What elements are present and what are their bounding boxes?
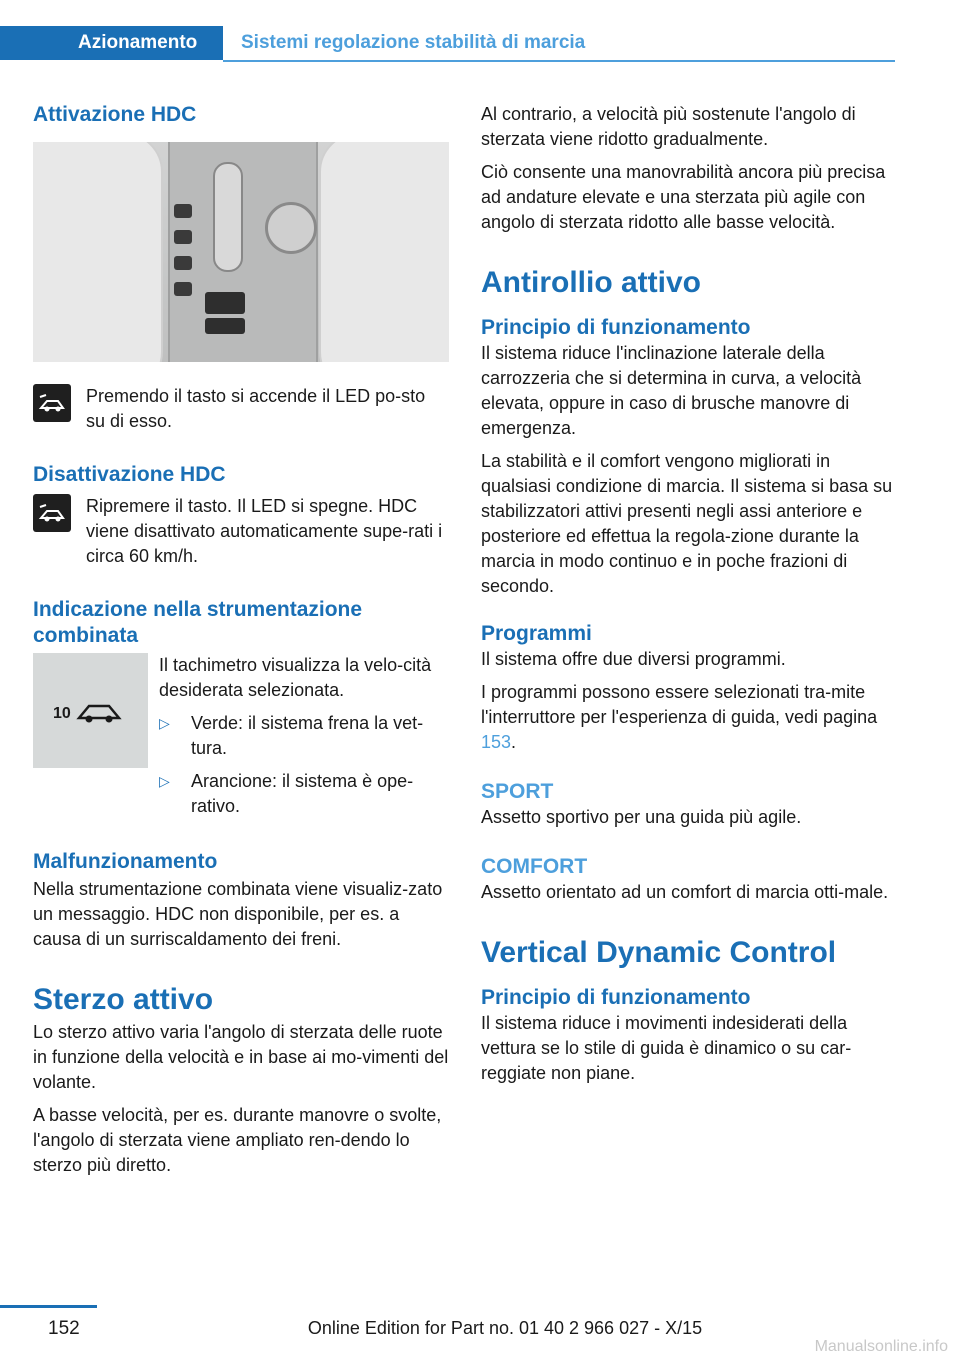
hdc-button-icon xyxy=(33,494,71,532)
parking-brake-switch-shape xyxy=(205,292,245,314)
heading-comfort: COMFORT xyxy=(481,855,588,878)
deactivation-text: Ripremere il tasto. Il LED si spegne. HDC viene disattivato automaticamente supe-rati i circa 60 km/h. xyxy=(86,496,443,566)
right-seat-shape xyxy=(319,142,449,362)
heading-malfunction: Malfunzionamento xyxy=(33,850,218,873)
programs-text-2-lead: I programmi possono essere selezionati tra-mite l'interruttore per l'esperienza di guida, vedi pagina xyxy=(481,682,878,727)
antiroll-text-1: Il sistema riduce l'inclinazione laterale della carrozzeria che si determina in curva, a velocità elevata, oppure in caso di brusche manovre di emergenza. xyxy=(481,343,862,438)
heading-operating-principle: Principio di funzionamento xyxy=(481,986,751,1009)
cluster-speed-number: 10 xyxy=(52,704,71,722)
list-item: ▷ Arancione: il sistema è ope-rativo. xyxy=(159,769,449,819)
console-button-shape xyxy=(174,282,192,296)
console-button-shape xyxy=(174,230,192,244)
right-column xyxy=(481,96,897,1086)
watermark: Manualsonline.info xyxy=(814,1338,948,1355)
heading-cluster-indication: Indicazione nella strumentazione combinata xyxy=(33,598,363,647)
indication-row xyxy=(33,653,449,819)
page-number: 152 xyxy=(48,1318,80,1339)
indicator-list xyxy=(159,711,449,819)
controller-knob-shape xyxy=(265,202,317,254)
console-button-shape xyxy=(174,204,192,218)
footer-divider xyxy=(0,1305,97,1308)
console-button-shape xyxy=(174,256,192,270)
deactivation-row xyxy=(33,494,449,569)
left-seat-shape xyxy=(33,142,163,362)
sport-text: Assetto sportivo per una guida più agile. xyxy=(481,807,802,827)
instrument-cluster-indicator-image xyxy=(33,653,148,768)
edition-note: Online Edition for Part no. 01 40 2 966 027 - X/15 xyxy=(307,1318,703,1338)
comfort-text: Assetto orientato ad un comfort di marcia otti-male. xyxy=(481,882,889,902)
programs-text-2-end: . xyxy=(511,732,517,752)
heading-hdc-deactivation: Disattivazione HDC xyxy=(33,463,226,486)
vdc-text: Il sistema riduce i movimenti indesiderati della vettura se lo stile di guida è dinamico o su car-reggiate non piane. xyxy=(481,1013,852,1083)
heading-programs: Programmi xyxy=(481,622,592,645)
steering-text-1: Lo sterzo attivo varia l'angolo di sterzata delle ruote in funzione della velocità e in base ai mo-vimenti del volante. xyxy=(33,1022,449,1092)
auto-hold-switch-shape xyxy=(205,318,245,334)
activation-row xyxy=(33,384,449,434)
page-header xyxy=(0,26,895,62)
hdc-button-icon xyxy=(33,384,71,422)
heading-hdc-activation: Attivazione HDC xyxy=(33,103,197,126)
antiroll-text-2: La stabilità e il comfort vengono migliorati in qualsiasi condizione di marcia. Il sistema si basa su stabilizzatori attivi presenti negli assi anteriore e posteriore ed effettua la regola-zione durante la marcia in modo continuo e in poche frazioni di secondo. xyxy=(481,451,893,596)
section-tab[interactable]: Sistemi regolazione stabilità di marcia xyxy=(241,32,586,53)
activation-text: Premendo il tasto si accende il LED po-sto su di esso. xyxy=(86,386,426,431)
heading-active-antiroll: Antirollio attivo xyxy=(481,266,701,299)
heading-operating-principle: Principio di funzionamento xyxy=(481,316,751,339)
programs-text-1: Il sistema offre due diversi programmi. xyxy=(481,649,786,669)
left-column xyxy=(33,96,449,1178)
steering-text-3: Al contrario, a velocità più sostenute l'angolo di sterzata viene ridotto gradualmente. xyxy=(481,104,856,149)
programs-text-2 xyxy=(481,680,897,755)
indication-text: Il tachimetro visualizza la velo-cità desiderata selezionata. xyxy=(159,655,432,700)
malfunction-text: Nella strumentazione combinata viene visualiz-zato un messaggio. HDC non disponibile, per es. a causa di un surriscaldamento dei freni. xyxy=(33,879,443,949)
heading-active-steering: Sterzo attivo xyxy=(33,983,214,1016)
chapter-tab[interactable]: Azionamento xyxy=(0,26,223,60)
gear-shifter-shape xyxy=(213,162,243,272)
list-item: ▷ Verde: il sistema frena la vet-tura. xyxy=(159,711,449,761)
indication-text-block xyxy=(159,653,449,819)
page-link-153[interactable]: 153 xyxy=(481,732,512,752)
center-console-photo xyxy=(33,142,449,362)
header-divider xyxy=(223,60,895,62)
steering-text-2: A basse velocità, per es. durante manovre o svolte, l'angolo di sterzata viene ampliato ren-dendo lo sterzo più diretto. xyxy=(33,1105,442,1175)
heading-vertical-dynamic-control: Vertical Dynamic Control xyxy=(481,936,837,969)
heading-sport: SPORT xyxy=(481,780,554,803)
steering-text-4: Ciò consente una manovrabilità ancora più precisa ad andature elevate e una sterzata più agile con angolo di sterzata ridotto alle basse velocità. xyxy=(481,162,886,232)
